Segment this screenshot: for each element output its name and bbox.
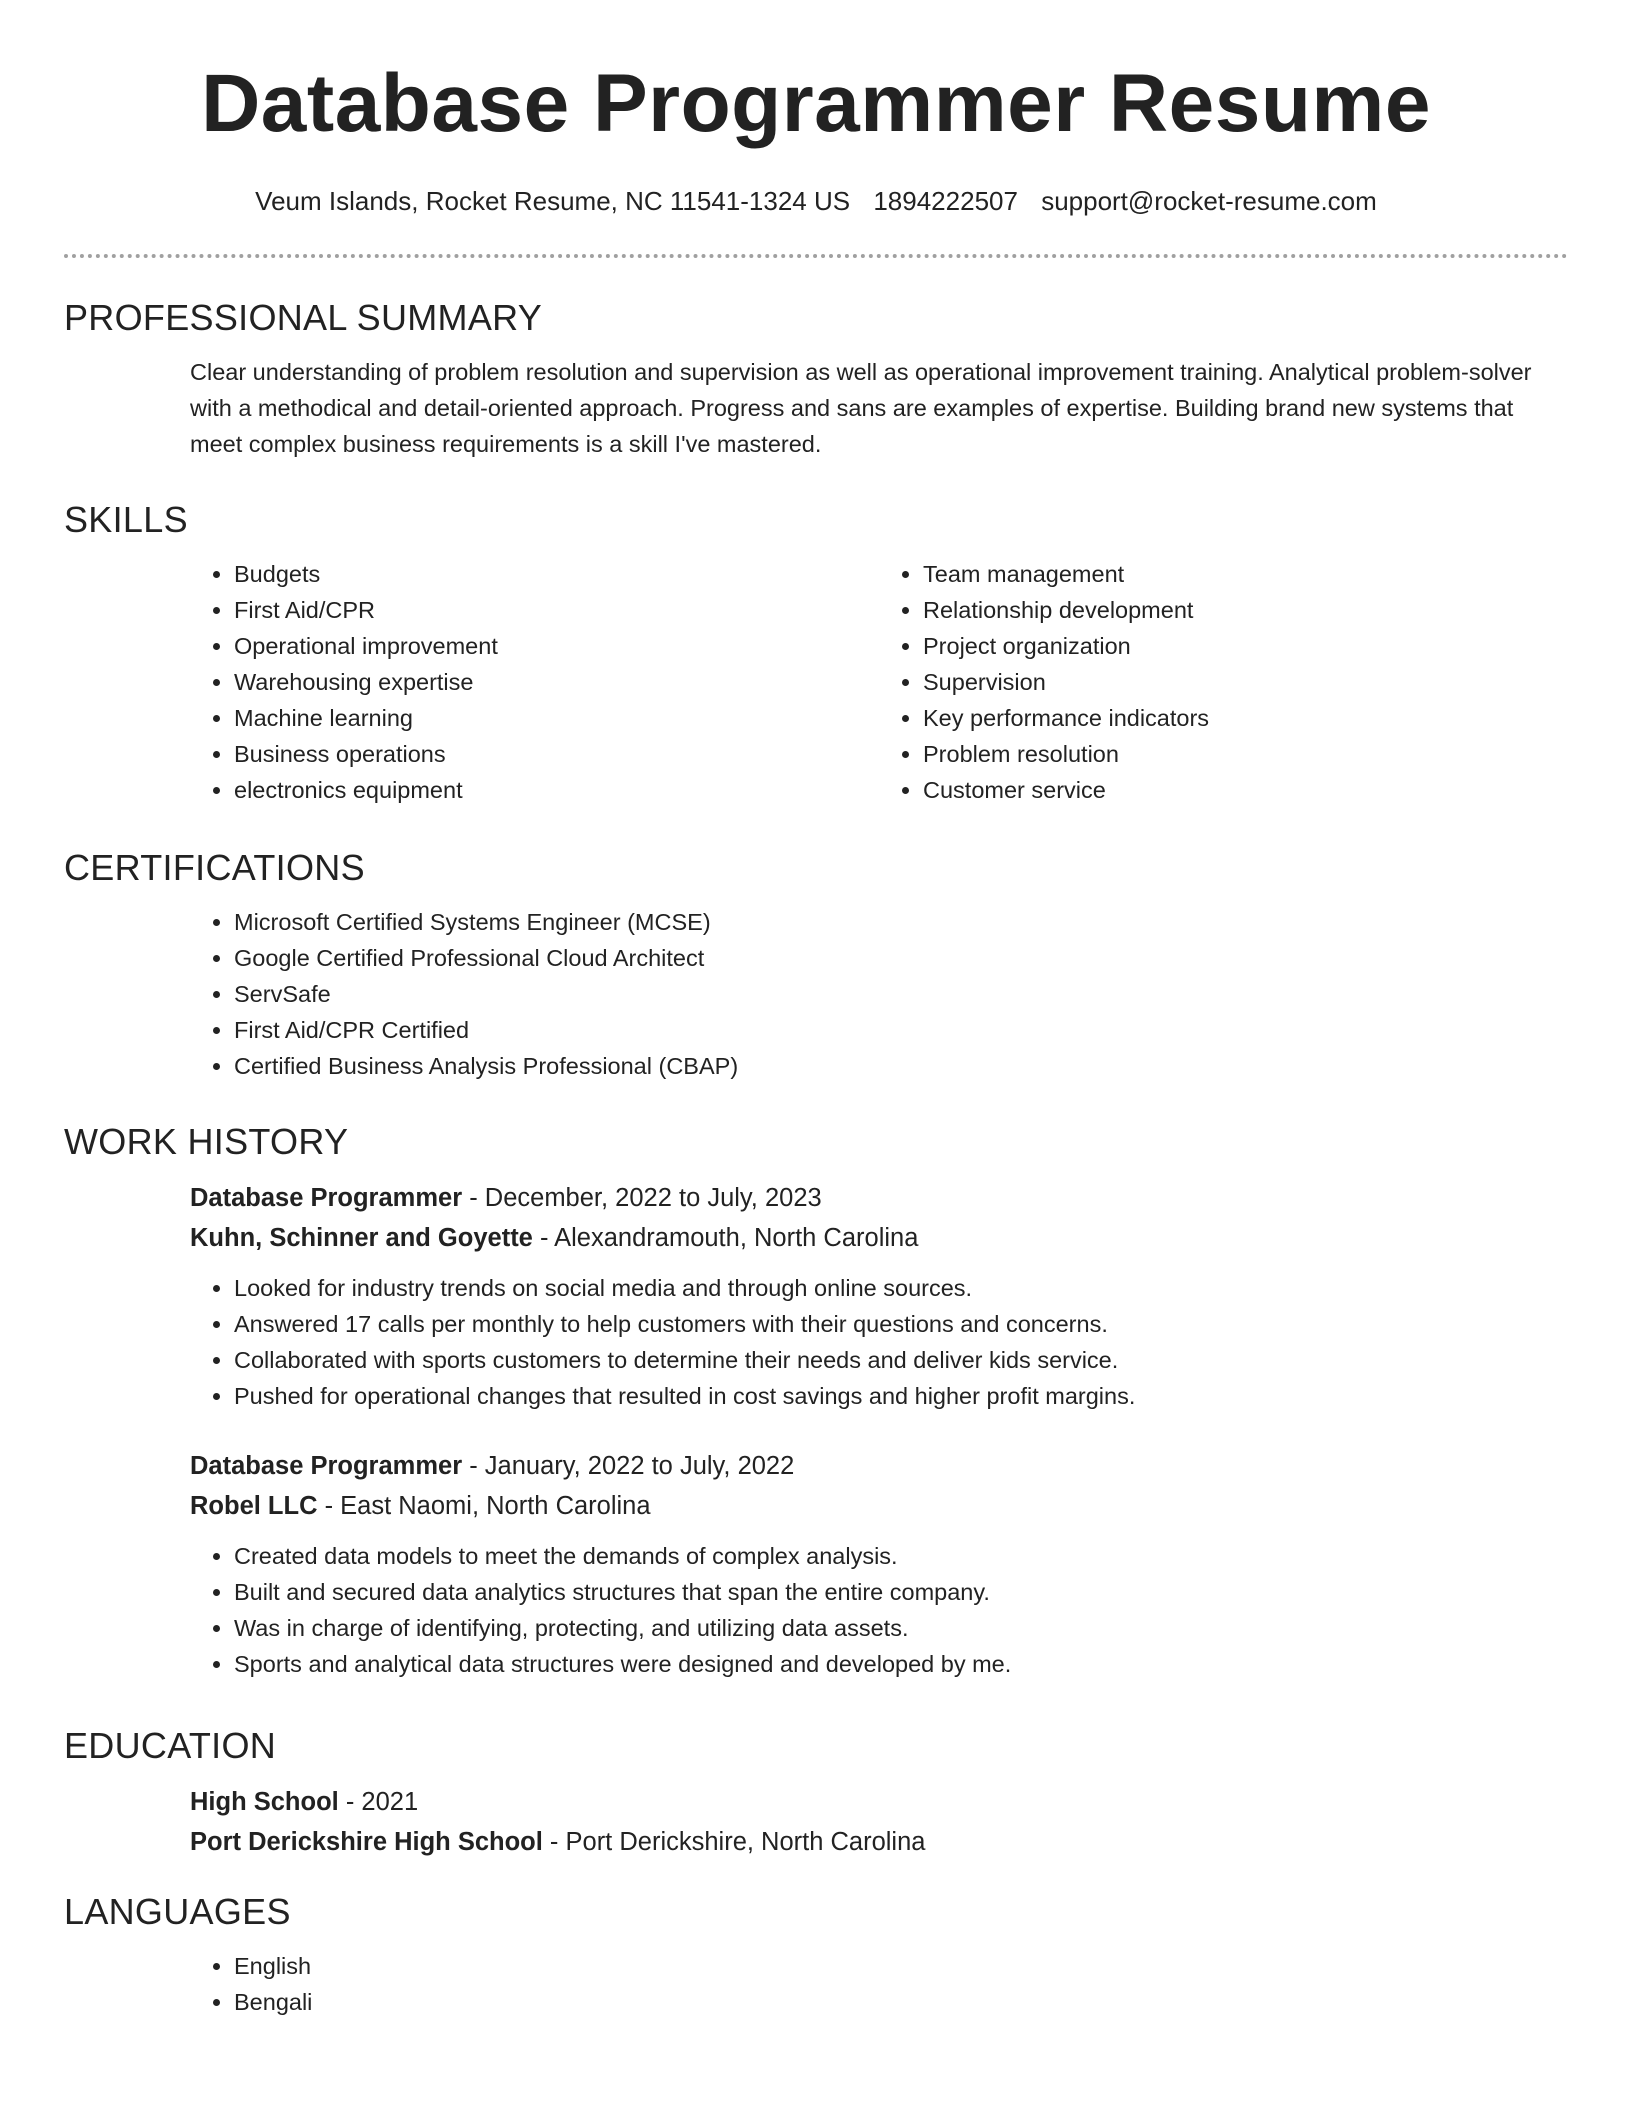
- certification-item: • ServSafe: [234, 976, 1568, 1012]
- resume-title: Database Programmer Resume: [201, 58, 1431, 149]
- skill-item: • Machine learning: [234, 700, 879, 736]
- skill-item: • First Aid/CPR: [234, 592, 879, 628]
- contact-phone: 1894222507: [873, 186, 1018, 216]
- job-bullet: • Pushed for operational changes that resulted in cost savings and higher profit margins.: [234, 1378, 1568, 1414]
- section-skills: [64, 498, 1568, 808]
- education-school-line: [190, 1822, 1568, 1862]
- section-work-history: [64, 1120, 1568, 1682]
- work-heading: WORK HISTORY: [64, 1121, 349, 1162]
- job-bullet: • Answered 17 calls per monthly to help customers with their questions and concerns.: [234, 1306, 1568, 1342]
- skill-item: • Customer service: [923, 772, 1568, 808]
- job-company: Kuhn, Schinner and Goyette: [190, 1224, 533, 1252]
- skill-item: • electronics equipment: [234, 772, 879, 808]
- job-company-line: [190, 1218, 1568, 1258]
- education-school: Port Derickshire High School: [190, 1828, 543, 1856]
- section-summary: [64, 296, 1568, 462]
- header-divider: [64, 254, 1568, 258]
- certification-item: • Certified Business Analysis Professional (CBAP): [234, 1048, 1568, 1084]
- section-languages: [64, 1890, 1568, 2020]
- resume-page: [64, 0, 1568, 2015]
- job-entry: [190, 1446, 1568, 1682]
- job-company: Robel LLC: [190, 1492, 318, 1520]
- contact-line: [64, 183, 1568, 219]
- education-degree: High School: [190, 1788, 339, 1816]
- job-bullet: • Collaborated with sports customers to determine their needs and deliver kids service.: [234, 1342, 1568, 1378]
- skill-item: • Relationship development: [923, 592, 1568, 628]
- skill-item: • Team management: [923, 556, 1568, 592]
- contact-address: Veum Islands, Rocket Resume, NC 11541-1324 US: [255, 186, 851, 216]
- job-title: Database Programmer: [190, 1452, 463, 1480]
- languages-list: [190, 1948, 1568, 2020]
- education-location: - Port Derickshire, North Carolina: [542, 1828, 926, 1856]
- certification-item: • First Aid/CPR Certified: [234, 1012, 1568, 1048]
- job-title: Database Programmer: [190, 1184, 463, 1212]
- skill-item: • Warehousing expertise: [234, 664, 879, 700]
- job-bullet: • Built and secured data analytics structures that span the entire company.: [234, 1574, 1568, 1610]
- contact-email: support@rocket-resume.com: [1041, 186, 1377, 216]
- skill-item: • Operational improvement: [234, 628, 879, 664]
- job-bullets: [190, 1538, 1568, 1682]
- job-title-line: [190, 1446, 1568, 1486]
- skill-item: • Supervision: [923, 664, 1568, 700]
- job-entry: [190, 1178, 1568, 1414]
- skill-item: • Problem resolution: [923, 736, 1568, 772]
- job-bullet: • Was in charge of identifying, protecting, and utilizing data assets.: [234, 1610, 1568, 1646]
- job-bullet: • Created data models to meet the demands of complex analysis.: [234, 1538, 1568, 1574]
- certifications-heading: CERTIFICATIONS: [64, 847, 365, 888]
- certification-item: • Google Certified Professional Cloud Architect: [234, 940, 1568, 976]
- skill-item: • Key performance indicators: [923, 700, 1568, 736]
- section-certifications: [64, 846, 1568, 1084]
- job-title-line: [190, 1178, 1568, 1218]
- languages-heading: LANGUAGES: [64, 1891, 291, 1932]
- job-location: - East Naomi, North Carolina: [317, 1492, 651, 1520]
- education-heading: EDUCATION: [64, 1725, 277, 1766]
- job-company-line: [190, 1486, 1568, 1526]
- summary-heading: PROFESSIONAL SUMMARY: [64, 297, 543, 338]
- skill-item: • Project organization: [923, 628, 1568, 664]
- skill-item: • Budgets: [234, 556, 879, 592]
- education-year: - 2021: [338, 1788, 419, 1816]
- certification-item: • Microsoft Certified Systems Engineer (MCSE): [234, 904, 1568, 940]
- job-bullet: • Sports and analytical data structures were designed and developed by me.: [234, 1646, 1568, 1682]
- skills-list-left: [190, 556, 879, 808]
- job-bullet: • Looked for industry trends on social media and through online sources.: [234, 1270, 1568, 1306]
- skills-heading: SKILLS: [64, 499, 188, 540]
- job-dates: - December, 2022 to July, 2023: [462, 1184, 822, 1212]
- education-degree-line: [190, 1782, 1568, 1822]
- job-dates: - January, 2022 to July, 2022: [462, 1452, 795, 1480]
- skill-item: • Business operations: [234, 736, 879, 772]
- job-bullets: [190, 1270, 1568, 1414]
- skills-list-right: [879, 556, 1568, 808]
- certifications-list: [190, 904, 1568, 1084]
- language-item: • English: [234, 1948, 1568, 1984]
- section-education: [64, 1724, 1568, 1862]
- language-item: • Bengali: [234, 1984, 1568, 2020]
- job-location: - Alexandramouth, North Carolina: [532, 1224, 919, 1252]
- summary-text: Clear understanding of problem resolution and supervision as well as operational improvement training. Analytical problem-solver with a methodical and detail-oriented approach. Progress and sans are examples of expertise. Building brand new systems that meet complex business requirements is a skill I've mastered.: [190, 359, 1532, 457]
